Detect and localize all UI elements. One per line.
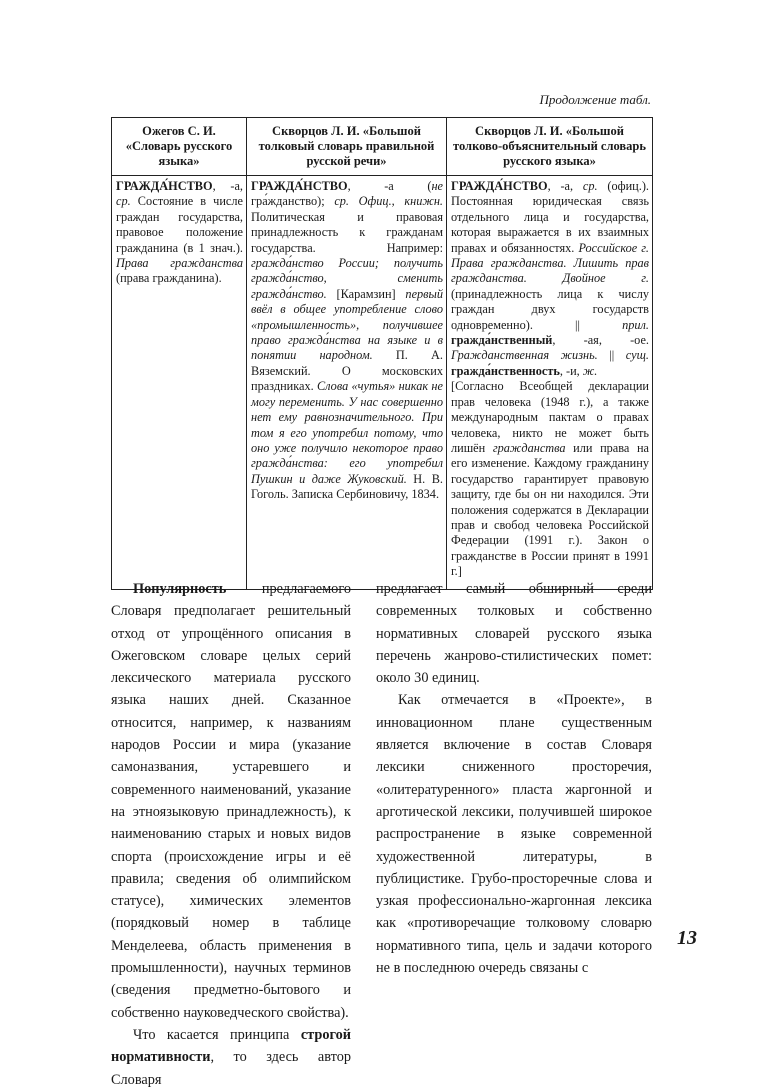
text: предлагаемого Словаря предполагает решительный отход от упрощённого описания в Ожеговском словаре целых серий лексического материала русского языка наших дней. Сказанное относится, например, к названиям народов России и мира (указание самоназвания, устаревшего и современного наименований, указание на этноязыковую принадлежность), к наименованию старых и новых видов спорта (происхождение игры и её правила; сведения об олимпийском статусе), химических элементов (порядковый номер в таблице Менделеева, область применения в промышленности), научных терминов (сведения предметно-бытового и собственно науковедческого свойства).: [111, 581, 351, 1021]
headword: ГРАЖДА́НСТВО: [116, 179, 213, 193]
text: Н. В. Гоголь. Записка Сербиновичу, 1834.: [251, 471, 443, 502]
text: , -ая, -ое.: [552, 333, 649, 348]
paragraph: [111, 578, 351, 1024]
text: гра́жданство);: [251, 194, 335, 209]
headword: ГРАЖДА́НСТВО: [251, 179, 348, 193]
paragraph: предлагает самый обширный среди современных толковых и собственно нормативных словарей русского языка перечень жанрово-стилистических помет: около 30 единиц.: [376, 581, 652, 687]
text: ||: [597, 348, 626, 363]
text: П. А. Вяземский. О московских праздниках.: [251, 348, 444, 394]
column-header-skvortsov-speech: Скворцов Л. И. «Большой толковый словарь правильной русской речи»: [247, 118, 447, 176]
text: не: [431, 179, 443, 193]
paragraph: Как отмечается в «Проекте», в инновационном плане существенным является включение в состав Словаря лексики сниженного просторечия, «олитературенного» пласта жаргонной и арготической лексики, получившей широкое распространение в языке современной художественной литературы, в публицистике. Грубо-просторечные слова и узкая профессионально-жаргонная лексика как «противоречащие толковому словарю нормативного типа, цель и задачи которого не в последнюю очередь связаны с: [376, 692, 652, 977]
text: Гражданственная жизнь.: [451, 348, 598, 363]
cell-skvortsov-explanatory: [447, 176, 653, 590]
text: Что касается принципа: [133, 1026, 301, 1043]
text: Права гражданства: [116, 256, 243, 271]
text: ср.: [582, 179, 598, 193]
emphasis: строгой нормативности: [111, 1026, 351, 1066]
text: ср. Офиц., книжн.: [334, 194, 444, 209]
text: [Согласно Всеобщей декларации прав человека (1948 г.), а также международным пактам о правах человека, никто не может быть лишён: [451, 379, 649, 455]
text: , -и,: [559, 363, 583, 378]
cell-skvortsov-speech: [247, 176, 447, 590]
table-header-row: [112, 118, 653, 176]
text: Политическая и правовая принадлежность к гражданам государства. Например:: [251, 209, 443, 255]
text: (офиц.). Постоянная юридическая связь отдельного лица и государства, которая выражается в их взаимных правах и обязанностях.: [451, 179, 649, 255]
page-number: 13: [677, 927, 697, 949]
derived-word: гражда́нственный: [451, 333, 553, 348]
text: или права на его изменение. Каждому гражданину государство гарантирует правовую защиту, где бы он ни находился. Эти положения содержатся в Декларации прав и свобод человека Российской Федерации (1991 г.). Закон о гражданстве в России принят в 1991 г.]: [451, 440, 649, 579]
text: ср.: [116, 194, 131, 209]
cell-ozhegov: [112, 176, 247, 590]
text: Слова «чутья» никак не могу переменить. У нас совершенно нет ему равнозначительного. При том я его употребил потому, что оно уже получило некоторое право гражда́нства: его употребил Пушкин и даже Жуковский.: [251, 379, 443, 486]
text: первый ввёл в общее употребление слово «промышленность», получившее право гражда́нства на языке и в понятии народном.: [251, 286, 443, 363]
text: гражда́нство России; получить гражда́нство, сменить гражда́нство.: [251, 256, 443, 301]
text: , -а,: [547, 179, 583, 193]
text: сущ.: [625, 348, 649, 363]
paragraph: [111, 1024, 351, 1091]
text: гражданства: [492, 440, 566, 455]
continuation-label: Продолжение табл.: [539, 92, 651, 107]
text: Состояние в числе граждан государства, правовое положение гражданина (в 1 знач.).: [116, 194, 243, 255]
text: [Карамзин]: [326, 286, 406, 301]
headword: ГРАЖДА́НСТВО: [451, 179, 548, 193]
text: , то здесь автор Словаря: [111, 1049, 351, 1088]
text: (принадлежность лица к числу граждан двух государств одновременно). ||: [451, 286, 649, 332]
text: ж.: [582, 363, 598, 378]
body-column-left: [111, 578, 351, 1091]
text: (права гражданина).: [116, 271, 222, 286]
derived-word: гражда́нственность: [451, 363, 560, 378]
text: Российское г. Права гражданства. Лишить прав гражданства. Двойное г.: [451, 240, 650, 286]
emphasis: Популярность: [133, 581, 227, 597]
column-header-skvortsov-explanatory: Скворцов Л. И. «Большой толково-объяснительный словарь русского языка»: [447, 118, 653, 176]
body-column-right: [376, 578, 652, 979]
text: , -а,: [212, 179, 243, 193]
text: прил.: [622, 317, 649, 332]
text: , -а (: [347, 179, 432, 193]
comparison-table: [111, 117, 653, 590]
column-header-ozhegov: Ожегов С. И. «Словарь русского языка»: [112, 118, 247, 176]
table-row: [112, 176, 653, 590]
